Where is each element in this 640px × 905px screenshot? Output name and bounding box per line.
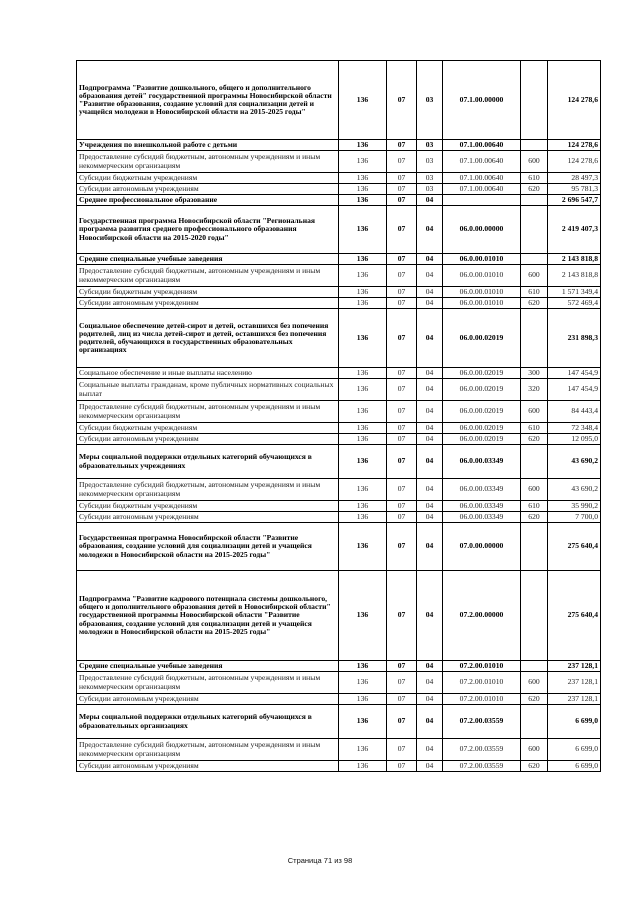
subsection-cell: 04 bbox=[417, 298, 443, 309]
subsection-cell: 04 bbox=[417, 672, 443, 694]
ved-cell: 136 bbox=[339, 705, 387, 739]
target-item-cell: 07.1.00.00640 bbox=[443, 184, 521, 195]
row-name-cell: Субсидии бюджетным учреждениям bbox=[77, 423, 339, 434]
ved-cell: 136 bbox=[339, 739, 387, 761]
ved-cell: 136 bbox=[339, 379, 387, 401]
row-name-cell: Субсидии автономным учреждениям bbox=[77, 694, 339, 705]
expense-type-cell: 620 bbox=[521, 761, 548, 772]
ved-cell: 136 bbox=[339, 512, 387, 523]
amount-cell: 124 278,6 bbox=[548, 151, 601, 173]
ved-cell: 136 bbox=[339, 195, 387, 206]
subsection-cell: 03 bbox=[417, 184, 443, 195]
section-cell: 07 bbox=[387, 705, 417, 739]
target-item-cell: 06.0.00.03349 bbox=[443, 501, 521, 512]
ved-cell: 136 bbox=[339, 479, 387, 501]
subsection-cell: 04 bbox=[417, 401, 443, 423]
target-item-cell: 06.0.00.02019 bbox=[443, 434, 521, 445]
table-row bbox=[77, 761, 601, 772]
section-cell: 07 bbox=[387, 309, 417, 368]
target-item-cell: 07.2.00.01010 bbox=[443, 661, 521, 672]
expense-type-cell: 600 bbox=[521, 672, 548, 694]
amount-cell: 84 443,4 bbox=[548, 401, 601, 423]
expense-type-cell: 600 bbox=[521, 739, 548, 761]
row-name-cell: Социальные выплаты гражданам, кроме публичных нормативных социальных выплат bbox=[77, 379, 339, 401]
amount-cell: 28 497,3 bbox=[548, 173, 601, 184]
expense-type-cell bbox=[521, 523, 548, 571]
table-row bbox=[77, 254, 601, 265]
expense-type-cell: 620 bbox=[521, 694, 548, 705]
section-cell: 07 bbox=[387, 265, 417, 287]
amount-cell: 147 454,9 bbox=[548, 379, 601, 401]
target-item-cell: 06.0.00.01010 bbox=[443, 254, 521, 265]
target-item-cell: 07.2.00.03559 bbox=[443, 761, 521, 772]
ved-cell: 136 bbox=[339, 184, 387, 195]
expense-type-cell: 600 bbox=[521, 401, 548, 423]
amount-cell: 7 700,0 bbox=[548, 512, 601, 523]
table-row bbox=[77, 184, 601, 195]
amount-cell: 231 898,3 bbox=[548, 309, 601, 368]
section-cell: 07 bbox=[387, 151, 417, 173]
amount-cell: 147 454,9 bbox=[548, 368, 601, 379]
expense-type-cell bbox=[521, 661, 548, 672]
row-name-cell: Среднее профессиональное образование bbox=[77, 195, 339, 206]
ved-cell: 136 bbox=[339, 661, 387, 672]
section-cell: 07 bbox=[387, 523, 417, 571]
table-row bbox=[77, 434, 601, 445]
ved-cell: 136 bbox=[339, 140, 387, 151]
target-item-cell: 07.2.00.03559 bbox=[443, 705, 521, 739]
expense-type-cell: 620 bbox=[521, 298, 548, 309]
expense-type-cell: 600 bbox=[521, 151, 548, 173]
section-cell: 07 bbox=[387, 672, 417, 694]
ved-cell: 136 bbox=[339, 368, 387, 379]
expense-type-cell: 620 bbox=[521, 184, 548, 195]
row-name-cell: Субсидии автономным учреждениям bbox=[77, 298, 339, 309]
target-item-cell: 07.0.00.00000 bbox=[443, 523, 521, 571]
amount-cell: 2 696 547,7 bbox=[548, 195, 601, 206]
ved-cell: 136 bbox=[339, 571, 387, 661]
table-body bbox=[77, 61, 601, 772]
table-row bbox=[77, 512, 601, 523]
ved-cell: 136 bbox=[339, 523, 387, 571]
expense-type-cell: 600 bbox=[521, 265, 548, 287]
ved-cell: 136 bbox=[339, 309, 387, 368]
row-name-cell: Государственная программа Новосибирской области "Развитие образования, создание условий для социализации детей и учащейся молодежи в Новосибирской области на 2015-2025 годы" bbox=[77, 523, 339, 571]
expense-type-cell: 300 bbox=[521, 368, 548, 379]
expense-type-cell bbox=[521, 705, 548, 739]
target-item-cell: 06.0.00.02019 bbox=[443, 309, 521, 368]
expense-type-cell: 600 bbox=[521, 479, 548, 501]
subsection-cell: 04 bbox=[417, 379, 443, 401]
section-cell: 07 bbox=[387, 479, 417, 501]
subsection-cell: 04 bbox=[417, 523, 443, 571]
expense-type-cell bbox=[521, 309, 548, 368]
amount-cell: 275 640,4 bbox=[548, 571, 601, 661]
section-cell: 07 bbox=[387, 401, 417, 423]
target-item-cell: 07.2.00.03559 bbox=[443, 739, 521, 761]
expense-type-cell: 610 bbox=[521, 501, 548, 512]
subsection-cell: 04 bbox=[417, 501, 443, 512]
amount-cell: 237 128,1 bbox=[548, 661, 601, 672]
row-name-cell: Меры социальной поддержки отдельных категорий обучающихся в образовательных организациях bbox=[77, 705, 339, 739]
expense-type-cell: 620 bbox=[521, 512, 548, 523]
ved-cell: 136 bbox=[339, 287, 387, 298]
table-row bbox=[77, 298, 601, 309]
section-cell: 07 bbox=[387, 184, 417, 195]
section-cell: 07 bbox=[387, 61, 417, 140]
section-cell: 07 bbox=[387, 254, 417, 265]
target-item-cell: 07.1.00.00000 bbox=[443, 61, 521, 140]
table-row bbox=[77, 368, 601, 379]
amount-cell: 35 990,2 bbox=[548, 501, 601, 512]
subsection-cell: 04 bbox=[417, 705, 443, 739]
table-row bbox=[77, 173, 601, 184]
target-item-cell: 06.0.00.01010 bbox=[443, 298, 521, 309]
amount-cell: 43 690,2 bbox=[548, 479, 601, 501]
subsection-cell: 04 bbox=[417, 694, 443, 705]
section-cell: 07 bbox=[387, 434, 417, 445]
row-name-cell: Предоставление субсидий бюджетным, автономным учреждениям и иным некоммерческим организациям bbox=[77, 739, 339, 761]
expense-type-cell bbox=[521, 61, 548, 140]
target-item-cell: 07.2.00.01010 bbox=[443, 694, 521, 705]
section-cell: 07 bbox=[387, 694, 417, 705]
subsection-cell: 04 bbox=[417, 479, 443, 501]
row-name-cell: Предоставление субсидий бюджетным, автономным учреждениям и иным некоммерческим организациям bbox=[77, 401, 339, 423]
section-cell: 07 bbox=[387, 423, 417, 434]
amount-cell: 72 348,4 bbox=[548, 423, 601, 434]
subsection-cell: 04 bbox=[417, 206, 443, 254]
table-row bbox=[77, 151, 601, 173]
amount-cell: 237 128,1 bbox=[548, 672, 601, 694]
subsection-cell: 03 bbox=[417, 61, 443, 140]
table-row bbox=[77, 445, 601, 479]
row-name-cell: Меры социальной поддержки отдельных категорий обучающихся в образовательных учреждениях bbox=[77, 445, 339, 479]
row-name-cell: Подпрограмма "Развитие кадрового потенциала системы дошкольного, общего и дополнительного образования детей в Новосибирской области" государственной программы Новосибирской области "Развитие образования, создание условий для социализации детей и учащейся молодежи в Новосибирской области на 2015-2025 годы" bbox=[77, 571, 339, 661]
row-name-cell: Субсидии бюджетным учреждениям bbox=[77, 501, 339, 512]
row-name-cell: Государственная программа Новосибирской области "Региональная программа развития среднего профессионального образования Новосибирской области на 2015-2020 годы" bbox=[77, 206, 339, 254]
ved-cell: 136 bbox=[339, 501, 387, 512]
row-name-cell: Средние специальные учебные заведения bbox=[77, 661, 339, 672]
row-name-cell: Субсидии автономным учреждениям bbox=[77, 184, 339, 195]
ved-cell: 136 bbox=[339, 423, 387, 434]
row-name-cell: Субсидии бюджетным учреждениям bbox=[77, 287, 339, 298]
subsection-cell: 04 bbox=[417, 571, 443, 661]
amount-cell: 6 699,0 bbox=[548, 761, 601, 772]
table-row bbox=[77, 309, 601, 368]
table-row bbox=[77, 672, 601, 694]
section-cell: 07 bbox=[387, 195, 417, 206]
section-cell: 07 bbox=[387, 368, 417, 379]
row-name-cell: Учреждения по внешкольной работе с детьми bbox=[77, 140, 339, 151]
amount-cell: 2 419 407,3 bbox=[548, 206, 601, 254]
amount-cell: 237 128,1 bbox=[548, 694, 601, 705]
subsection-cell: 04 bbox=[417, 309, 443, 368]
amount-cell: 6 699,0 bbox=[548, 705, 601, 739]
amount-cell: 275 640,4 bbox=[548, 523, 601, 571]
expense-type-cell: 610 bbox=[521, 287, 548, 298]
amount-cell: 95 781,3 bbox=[548, 184, 601, 195]
target-item-cell: 07.1.00.00640 bbox=[443, 151, 521, 173]
expense-type-cell: 320 bbox=[521, 379, 548, 401]
table-row bbox=[77, 739, 601, 761]
subsection-cell: 04 bbox=[417, 287, 443, 298]
table-row bbox=[77, 479, 601, 501]
target-item-cell: 06.0.00.02019 bbox=[443, 379, 521, 401]
subsection-cell: 04 bbox=[417, 368, 443, 379]
subsection-cell: 04 bbox=[417, 195, 443, 206]
table-row bbox=[77, 379, 601, 401]
expense-type-cell: 620 bbox=[521, 434, 548, 445]
row-name-cell: Предоставление субсидий бюджетным, автономным учреждениям и иным некоммерческим организациям bbox=[77, 265, 339, 287]
amount-cell: 2 143 818,8 bbox=[548, 254, 601, 265]
section-cell: 07 bbox=[387, 445, 417, 479]
ved-cell: 136 bbox=[339, 761, 387, 772]
budget-table bbox=[76, 60, 601, 772]
ved-cell: 136 bbox=[339, 61, 387, 140]
target-item-cell: 07.1.00.00640 bbox=[443, 173, 521, 184]
target-item-cell: 07.2.00.00000 bbox=[443, 571, 521, 661]
expense-type-cell bbox=[521, 140, 548, 151]
ved-cell: 136 bbox=[339, 254, 387, 265]
subsection-cell: 04 bbox=[417, 265, 443, 287]
table-row bbox=[77, 195, 601, 206]
target-item-cell: 06.0.00.03349 bbox=[443, 479, 521, 501]
amount-cell: 2 143 818,8 bbox=[548, 265, 601, 287]
table-row bbox=[77, 287, 601, 298]
expense-type-cell bbox=[521, 206, 548, 254]
section-cell: 07 bbox=[387, 571, 417, 661]
table-row bbox=[77, 501, 601, 512]
subsection-cell: 03 bbox=[417, 151, 443, 173]
section-cell: 07 bbox=[387, 501, 417, 512]
section-cell: 07 bbox=[387, 379, 417, 401]
section-cell: 07 bbox=[387, 739, 417, 761]
row-name-cell: Предоставление субсидий бюджетным, автономным учреждениям и иным некоммерческим организациям bbox=[77, 479, 339, 501]
row-name-cell: Субсидии автономным учреждениям bbox=[77, 434, 339, 445]
table-row bbox=[77, 661, 601, 672]
row-name-cell: Подпрограмма "Развитие дошкольного, общего и дополнительного образования детей" государственной программы Новосибирской области "Развитие образования, создание условий для социализации детей и учащейся молодежи в Новосибирской области на 2015-2025 годы" bbox=[77, 61, 339, 140]
ved-cell: 136 bbox=[339, 434, 387, 445]
table-row bbox=[77, 140, 601, 151]
subsection-cell: 03 bbox=[417, 140, 443, 151]
target-item-cell: 06.0.00.03349 bbox=[443, 512, 521, 523]
table-row bbox=[77, 423, 601, 434]
table-row bbox=[77, 401, 601, 423]
expense-type-cell bbox=[521, 254, 548, 265]
table-row bbox=[77, 571, 601, 661]
target-item-cell: 06.0.00.01010 bbox=[443, 265, 521, 287]
ved-cell: 136 bbox=[339, 265, 387, 287]
ved-cell: 136 bbox=[339, 694, 387, 705]
table-row bbox=[77, 705, 601, 739]
subsection-cell: 04 bbox=[417, 423, 443, 434]
subsection-cell: 04 bbox=[417, 761, 443, 772]
row-name-cell: Субсидии автономным учреждениям bbox=[77, 512, 339, 523]
target-item-cell: 06.0.00.03349 bbox=[443, 445, 521, 479]
expense-type-cell bbox=[521, 571, 548, 661]
section-cell: 07 bbox=[387, 173, 417, 184]
section-cell: 07 bbox=[387, 298, 417, 309]
ved-cell: 136 bbox=[339, 151, 387, 173]
subsection-cell: 04 bbox=[417, 739, 443, 761]
section-cell: 07 bbox=[387, 140, 417, 151]
target-item-cell bbox=[443, 195, 521, 206]
section-cell: 07 bbox=[387, 661, 417, 672]
row-name-cell: Предоставление субсидий бюджетным, автономным учреждениям и иным некоммерческим организациям bbox=[77, 672, 339, 694]
target-item-cell: 06.0.00.02019 bbox=[443, 423, 521, 434]
target-item-cell: 06.0.00.02019 bbox=[443, 368, 521, 379]
subsection-cell: 03 bbox=[417, 173, 443, 184]
expense-type-cell: 610 bbox=[521, 423, 548, 434]
ved-cell: 136 bbox=[339, 445, 387, 479]
amount-cell: 43 690,2 bbox=[548, 445, 601, 479]
row-name-cell: Субсидии автономным учреждениям bbox=[77, 761, 339, 772]
row-name-cell: Социальное обеспечение детей-сирот и детей, оставшихся без попечения родителей, лиц из числа детей-сирот и детей, оставшихся без попечения родителей, обучающихся в государственных образовательных организациях bbox=[77, 309, 339, 368]
amount-cell: 572 469,4 bbox=[548, 298, 601, 309]
row-name-cell: Субсидии бюджетным учреждениям bbox=[77, 173, 339, 184]
expense-type-cell bbox=[521, 195, 548, 206]
target-item-cell: 07.2.00.01010 bbox=[443, 672, 521, 694]
expense-type-cell: 610 bbox=[521, 173, 548, 184]
amount-cell: 12 095,0 bbox=[548, 434, 601, 445]
page-footer: Страница 71 из 98 bbox=[287, 856, 353, 865]
target-item-cell: 06.0.00.01010 bbox=[443, 287, 521, 298]
subsection-cell: 04 bbox=[417, 445, 443, 479]
table-row bbox=[77, 694, 601, 705]
amount-cell: 124 278,6 bbox=[548, 140, 601, 151]
section-cell: 07 bbox=[387, 761, 417, 772]
ved-cell: 136 bbox=[339, 672, 387, 694]
subsection-cell: 04 bbox=[417, 254, 443, 265]
amount-cell: 124 278,6 bbox=[548, 61, 601, 140]
ved-cell: 136 bbox=[339, 298, 387, 309]
ved-cell: 136 bbox=[339, 206, 387, 254]
target-item-cell: 06.0.00.02019 bbox=[443, 401, 521, 423]
expense-type-cell bbox=[521, 445, 548, 479]
target-item-cell: 06.0.00.00000 bbox=[443, 206, 521, 254]
subsection-cell: 04 bbox=[417, 512, 443, 523]
table-row bbox=[77, 206, 601, 254]
row-name-cell: Средние специальные учебные заведения bbox=[77, 254, 339, 265]
section-cell: 07 bbox=[387, 512, 417, 523]
table-row bbox=[77, 523, 601, 571]
section-cell: 07 bbox=[387, 206, 417, 254]
amount-cell: 6 699,0 bbox=[548, 739, 601, 761]
table-row bbox=[77, 265, 601, 287]
target-item-cell: 07.1.00.00640 bbox=[443, 140, 521, 151]
subsection-cell: 04 bbox=[417, 434, 443, 445]
ved-cell: 136 bbox=[339, 401, 387, 423]
row-name-cell: Предоставление субсидий бюджетным, автономным учреждениям и иным некоммерческим организациям bbox=[77, 151, 339, 173]
ved-cell: 136 bbox=[339, 173, 387, 184]
amount-cell: 1 571 349,4 bbox=[548, 287, 601, 298]
row-name-cell: Социальное обеспечение и иные выплаты населению bbox=[77, 368, 339, 379]
section-cell: 07 bbox=[387, 287, 417, 298]
table-row bbox=[77, 61, 601, 140]
subsection-cell: 04 bbox=[417, 661, 443, 672]
